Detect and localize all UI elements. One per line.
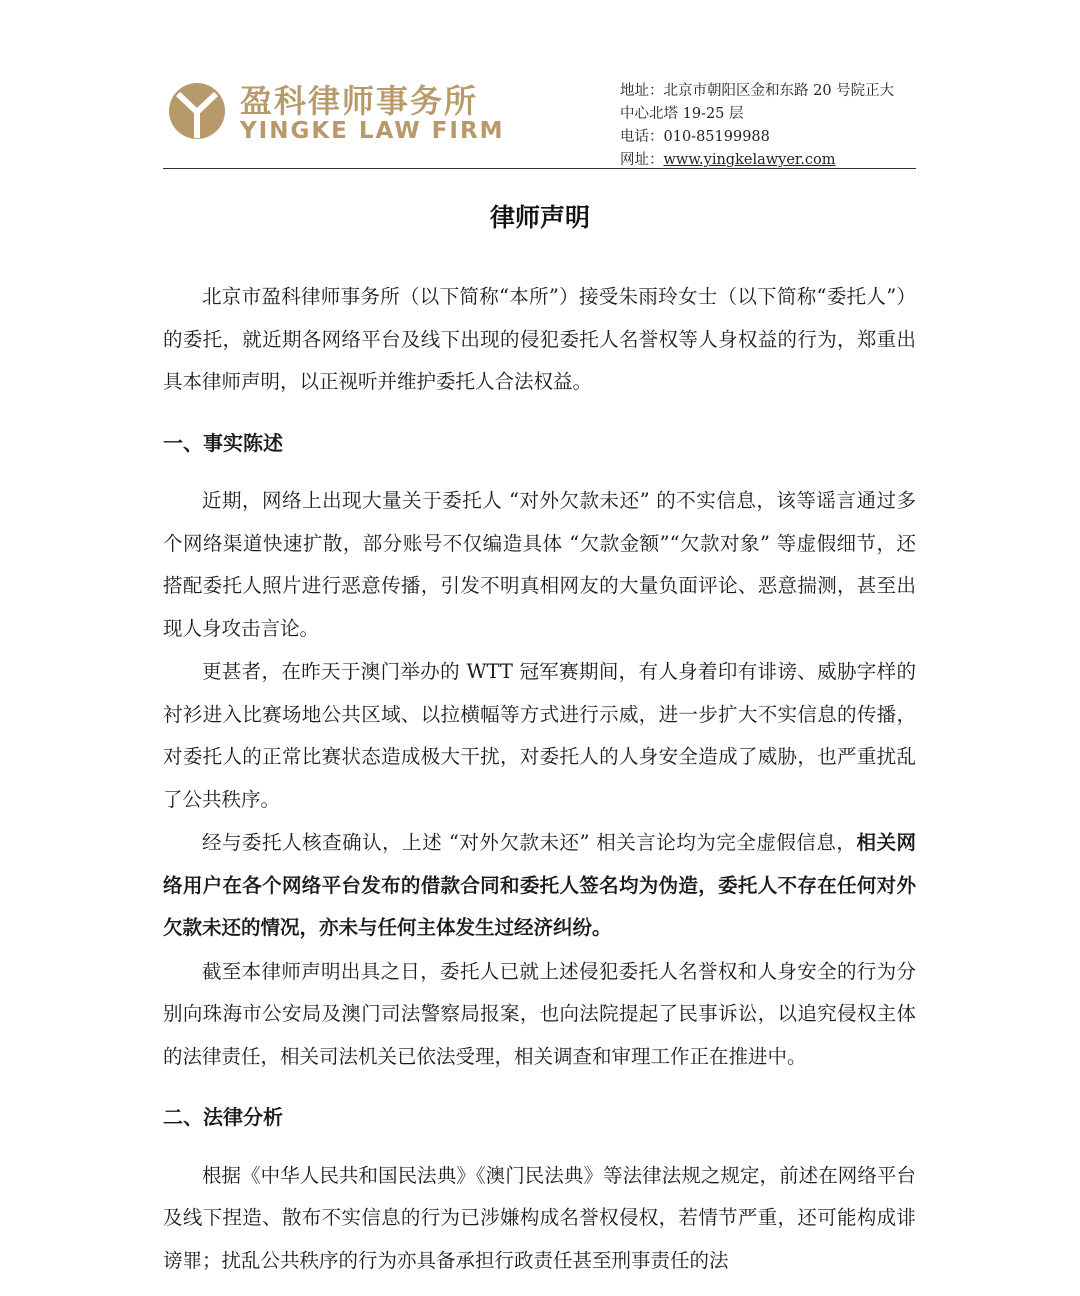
section-1-paragraph-1: 近期，网络上出现大量关于委托人 “对外欠款未还” 的不实信息，该等谣言通过多个网络渠道快速扩散，部分账号不仅编造具体 “欠款金额”“欠款对象” 等虚假细节，还搭配委托人照片进行恶意传播，引发不明真相网友的大量负面评论、恶意揣测，甚至出现人身攻击言论。 (163, 489, 916, 640)
header-divider (163, 168, 916, 169)
firm-name-en: YINGKE LAW FIRM (240, 118, 505, 144)
firm-logo (168, 76, 513, 148)
phone-line: 电话：010-85199988 (620, 129, 770, 145)
intro-paragraph: 北京市盈科律师事务所（以下简称“本所”）接受朱雨玲女士（以下简称“委托人”）的委托，就近期各网络平台及线下出现的侵犯委托人名誉权等人身权益的行为，郑重出具本律师声明，以正视听并维护委托人合法权益。 (163, 285, 916, 393)
section-1-paragraph-3 (163, 822, 916, 950)
document-body (163, 276, 916, 1282)
contact-block (620, 80, 920, 172)
paragraph-3-text: 经与委托人核查确认，上述 “对外欠款未还” 相关言论均为完全虚假信息， (202, 831, 857, 854)
website-label: 网址： (620, 152, 664, 168)
paragraph-3-bold-text: 相关网络用户在各个网络平台发布的借款合同和委托人签名均为伪造，委托人不存在任何对外欠款未还的情况，亦未与任何主体发生过经济纠纷。 (163, 831, 916, 939)
address-line-1: 地址：北京市朝阳区金和东路 20 号院正大 (620, 83, 895, 99)
section-2-heading: 二、法律分析 (163, 1105, 283, 1129)
section-1-paragraph-4: 截至本律师声明出具之日，委托人已就上述侵犯委托人名誉权和人身安全的行为分别向珠海市公安局及澳门司法警察局报案，也向法院提起了民事诉讼，以追究侵权主体的法律责任，相关司法机关已依法受理，相关调查和审理工作正在推进中。 (163, 959, 916, 1068)
section-1-paragraph-2: 更甚者，在昨天于澳门举办的 WTT 冠军赛期间，有人身着印有诽谤、威胁字样的衬衫进入比赛场地公共区域、以拉横幅等方式进行示威，进一步扩大不实信息的传播，对委托人的正常比赛状态造成极大干扰，对委托人的人身安全造成了威胁，也严重扰乱了公共秩序。 (163, 660, 916, 811)
document-title: 律师声明 (489, 203, 590, 232)
section-2-paragraph-1: 根据《中华人民共和国民法典》《澳门民法典》等法律法规之规定，前述在网络平台及线下捏造、散布不实信息的行为已涉嫌构成名誉权侵权，若情节严重，还可能构成诽谤罪；扰乱公共秩序的行为亦具备承担行政责任甚至刑事责任的法 (163, 1163, 916, 1272)
address-line-2: 中心北塔 19-25 层 (620, 106, 744, 122)
firm-logo-icon (168, 82, 226, 140)
firm-name-cn: 盈科律师事务所 (240, 82, 479, 120)
website-link[interactable]: www.yingkelawyer.com (663, 152, 836, 168)
section-1-heading: 一、事实陈述 (163, 430, 283, 455)
